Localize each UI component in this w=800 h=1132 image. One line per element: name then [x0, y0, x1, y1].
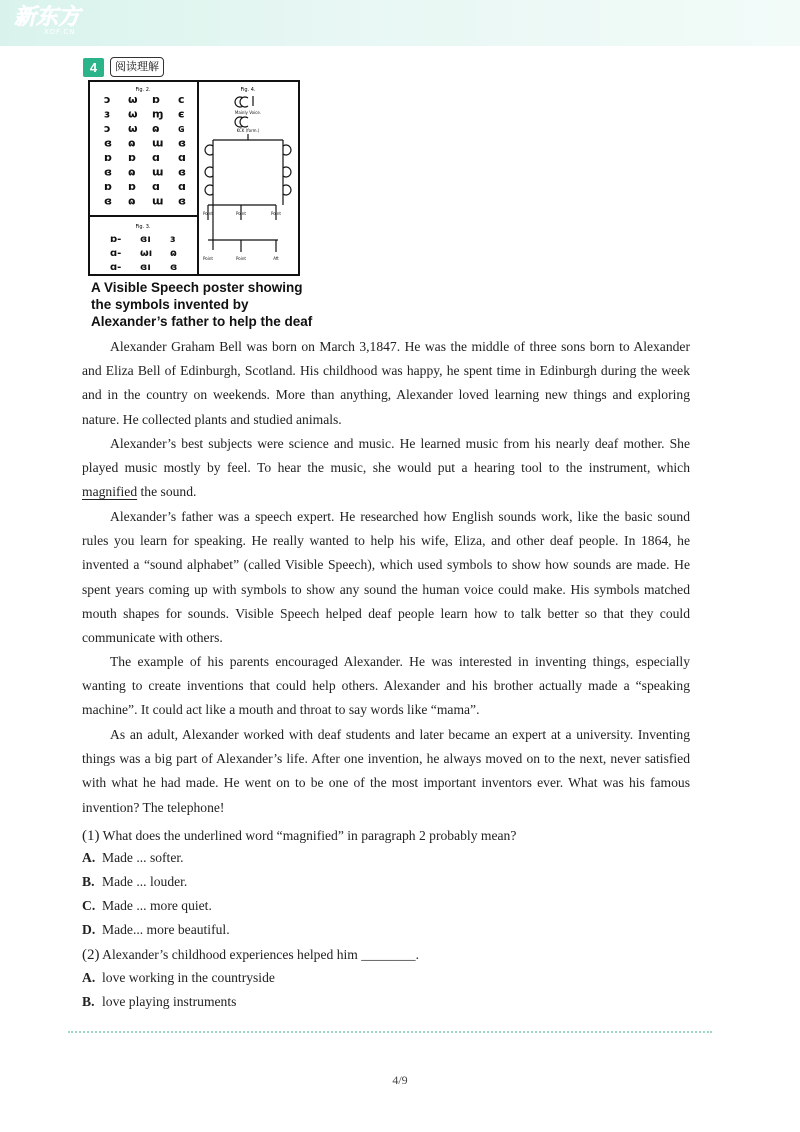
- symbol-glyph: ɑ-: [110, 262, 122, 273]
- symbol-glyph: ɔ: [104, 93, 111, 106]
- fig3-label: Fig. 3.: [135, 224, 151, 230]
- symbol-glyph: ɒ: [128, 151, 136, 164]
- option-1c[interactable]: [82, 896, 212, 916]
- question-number: (1): [82, 828, 100, 844]
- question-2: [82, 945, 419, 965]
- symbol-glyph: ɞ: [104, 194, 113, 208]
- fig2-label: Fig. 2.: [135, 87, 151, 93]
- paragraph-text: Alexander Graham Bell was born on March 3,1847. He was the middle of three sons born to Alexander and Eliza Bell of Edinburgh, Scotland. His childhood was happy, he spent time in Edinburgh during the week and in the country on weekends. More than anything, Alexander loved learning new things and exploring nature. He collected plants and studied animals.: [82, 339, 690, 427]
- symbol-glyph: ɑ: [178, 180, 186, 193]
- fig4-label-form: KCK (form.): [236, 128, 260, 133]
- passage-paragraph-2: [82, 432, 690, 505]
- option-text: Made ... softer.: [102, 850, 184, 865]
- header-bar: [0, 0, 800, 46]
- paragraph-text: The example of his parents encouraged Alexander. He was interested in inventing things, especially wanting to create inventions that could help others. Alexander and his brother actually made a “speaking machine”. It could act like a mouth and throat to say words like “mama”.: [82, 654, 690, 718]
- fig4-label: Fig. 4.: [240, 87, 256, 93]
- question-type-label: 阅读理解: [110, 57, 164, 77]
- symbol-glyph: ɒ: [104, 180, 112, 193]
- symbol-glyph: ɢ: [178, 122, 185, 135]
- symbol-glyph: ωı: [140, 248, 153, 259]
- visible-speech-poster: [88, 80, 300, 276]
- symbol-glyph: ɒ-: [110, 234, 122, 245]
- symbol-glyph: ω: [128, 93, 138, 106]
- symbol-glyph: є: [178, 107, 185, 121]
- fig4-label-point-1: Point: [203, 211, 213, 216]
- fig4-label-point-3: Point: [271, 211, 281, 216]
- figure-caption: A Visible Speech poster showing the symbols invented by Alexander’s father to help the deaf: [91, 280, 313, 329]
- passage-paragraph-3: [82, 505, 690, 650]
- symbol-glyph: ɒ: [152, 93, 160, 106]
- option-1b[interactable]: [82, 872, 187, 892]
- option-label: D.: [82, 922, 96, 937]
- option-label: A.: [82, 850, 96, 865]
- symbol-glyph: ɷ: [128, 136, 136, 150]
- paragraph-text: Alexander’s best subjects were science and music. He learned music from his nearly deaf mother. She played music mostly by feel. To hear the music, she would put a hearing tool to the instrument, which: [82, 436, 690, 476]
- symbol-glyph: ɞ: [178, 165, 187, 179]
- symbol-glyph: ɞı: [140, 262, 151, 273]
- option-text: Made... more beautiful.: [102, 922, 230, 937]
- symbol-glyph: ɞ: [104, 136, 113, 150]
- symbol-glyph: ɯ: [152, 136, 164, 150]
- symbol-glyph: ɯ: [152, 194, 164, 208]
- symbol-glyph: ɞ: [170, 262, 178, 273]
- fig4-label-voice: Mainly Voice.: [234, 110, 262, 115]
- option-label: A.: [82, 970, 96, 985]
- symbol-glyph: ɞ: [178, 136, 187, 150]
- fig4-label-point-4: Point: [203, 256, 213, 261]
- symbol-glyph: ɑ: [178, 151, 186, 164]
- option-1a[interactable]: [82, 848, 184, 868]
- passage-paragraph-4: [82, 650, 690, 723]
- paragraph-text: the sound.: [137, 484, 197, 500]
- symbol-glyph: ɔ: [104, 122, 111, 135]
- fig4-label-point-5: Point: [236, 256, 246, 261]
- logo[interactable]: [14, 6, 80, 36]
- question-text: Alexander’s childhood experiences helped him ________.: [102, 947, 420, 962]
- question-number-badge: 4: [83, 58, 104, 77]
- question-text: What does the underlined word “magnified” in paragraph 2 probably mean?: [102, 828, 517, 843]
- symbol-glyph: ɑ: [152, 151, 160, 164]
- option-text: Made ... more quiet.: [102, 898, 212, 913]
- symbol-glyph: ɯ: [152, 165, 164, 179]
- fig4-label-aft: Aft: [273, 256, 279, 261]
- option-text: love working in the countryside: [102, 970, 275, 985]
- symbol-glyph: ɜ: [104, 107, 110, 121]
- symbol-glyph: ɒ: [104, 151, 112, 164]
- symbol-glyph: ω: [128, 122, 138, 135]
- option-2b[interactable]: [82, 992, 236, 1012]
- option-2a[interactable]: [82, 968, 275, 988]
- question-1: [82, 826, 516, 846]
- symbol-glyph: ɒ: [128, 180, 136, 193]
- logo-text: 新东方: [14, 5, 81, 30]
- footer-divider: [68, 1031, 712, 1033]
- symbol-glyph: ɑ-: [110, 248, 122, 259]
- option-label: B.: [82, 994, 95, 1009]
- question-number: (2): [82, 947, 100, 963]
- underlined-word: magnified: [82, 484, 138, 500]
- question-header: [83, 57, 164, 77]
- page-number: 4/9: [392, 1073, 408, 1087]
- option-text: love playing instruments: [102, 994, 237, 1009]
- symbol-glyph: ω: [128, 107, 138, 121]
- option-label: B.: [82, 874, 95, 889]
- symbol-glyph: ɷ: [128, 165, 136, 179]
- paragraph-text: As an adult, Alexander worked with deaf students and later became an expert at a university. Inventing things was a big part of Alexander’s life. After one invention, he always moved on to the next, never satisfied with what he had made. He went on to be one of the most important inventors ever. What was his famous invention? The telephone!: [82, 727, 690, 815]
- logo-subtext: XDF.CN: [44, 28, 76, 36]
- symbol-glyph: ɞ: [178, 194, 187, 208]
- symbol-glyph: ɞı: [140, 234, 151, 245]
- passage-paragraph-5: [82, 723, 690, 820]
- symbol-glyph: ɷ: [128, 194, 136, 208]
- option-text: Made ... louder.: [102, 874, 188, 889]
- option-1d[interactable]: [82, 920, 230, 940]
- symbol-glyph: ɷ: [170, 248, 177, 259]
- fig4-label-point-2: Point: [236, 211, 246, 216]
- symbol-glyph: ɞ: [104, 165, 113, 179]
- symbol-glyph: ɱ: [152, 107, 164, 121]
- symbol-glyph: ɑ: [152, 180, 160, 193]
- passage-paragraph-1: [82, 335, 690, 432]
- symbol-glyph: c: [178, 93, 185, 106]
- paragraph-text: Alexander’s father was a speech expert. He researched how English sounds work, like the basic sound rules you learn for speaking. He really wanted to help his wife, Eliza, and other deaf people. In 1864, he invented a “sound alphabet” (called Visible Speech), which used symbols to show how sounds are made. He spent years coming up with symbols to show any sound the human voice could make. His symbols matched mouth shapes for sounds. Visible Speech helped deaf people learn how to talk better so that they could communicate with others.: [82, 509, 690, 646]
- option-label: C.: [82, 898, 96, 913]
- symbol-glyph: ɷ: [152, 122, 160, 135]
- symbol-glyph: ɜ: [170, 234, 176, 245]
